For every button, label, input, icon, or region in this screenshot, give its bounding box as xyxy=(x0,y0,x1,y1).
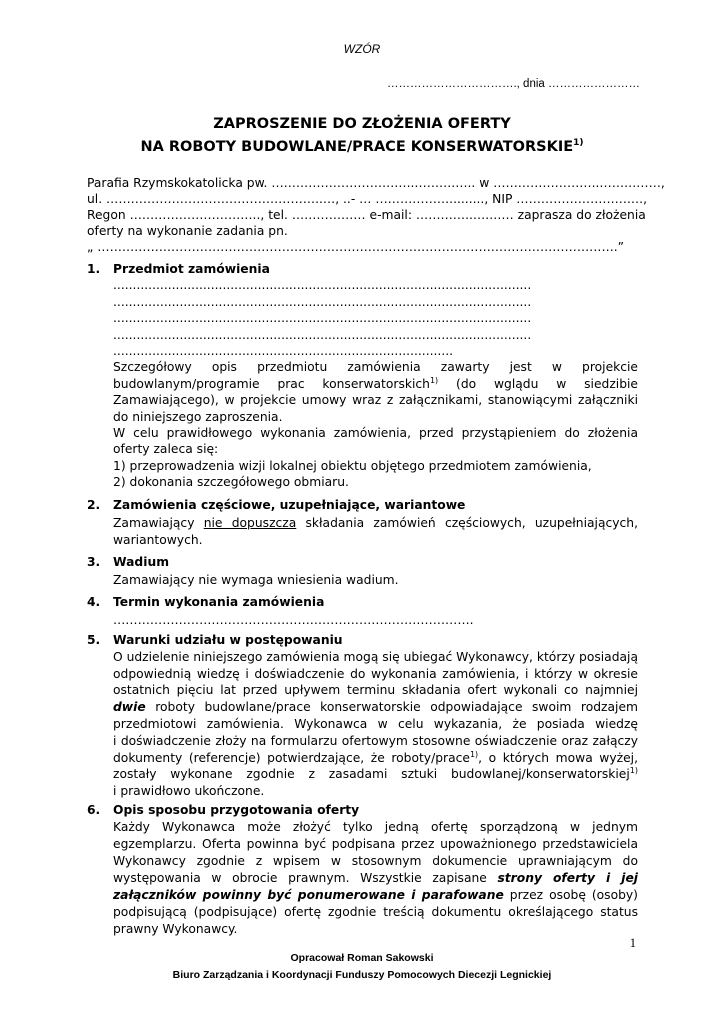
section-number: 4. xyxy=(87,595,101,609)
text-line xyxy=(113,836,638,853)
section-6 xyxy=(87,802,638,938)
text-segment: wariantowych. xyxy=(113,533,203,547)
text-segment: przez osobę (osoby) xyxy=(503,888,638,902)
emphasis-text: nie dopuszcza xyxy=(203,515,297,530)
text-segment: W celu prawidłowego wykonania zamówienia, przed przystąpieniem do złożenia xyxy=(113,426,638,441)
text-segment: ........................................................................................................... xyxy=(113,294,532,309)
text-line xyxy=(113,783,638,800)
text-segment: 2) dokonania szczegółowego obmiaru. xyxy=(113,475,349,490)
text-segment: oferty na wykonanie zadania pn. xyxy=(87,224,288,238)
text-segment: składania zamówień częściowych, uzupełniających, xyxy=(296,515,638,530)
text-segment: Parafia Rzymskokatolicka pw. ……………………………..……….….. w ……………………..……………, xyxy=(87,176,665,190)
text-line xyxy=(113,441,638,457)
text-segment: i doświadczenie złoży na formularzu ofertowym stosowne oświadczenie oraz załączy xyxy=(113,733,638,748)
text-segment: dokumenty (referencje) potwierdzające, że roboty/prace xyxy=(113,750,470,765)
text-segment: ....................................................................................... xyxy=(113,344,454,359)
text-line xyxy=(87,207,646,223)
place-date-line: ……………………………., dnia …………………… xyxy=(386,78,640,90)
section-4 xyxy=(87,594,638,629)
text-line xyxy=(113,376,638,392)
text-line xyxy=(113,532,638,550)
text-segment: do niniejszego zaproszenia. xyxy=(113,409,283,424)
text-line xyxy=(113,458,638,474)
text-segment: prawny Wykonawcy. xyxy=(113,922,238,936)
text-segment: egzemplarzu. Oferta powinna być podpisana przez upoważnionego przedstawiciela xyxy=(113,837,638,851)
text-segment: podpisującą (podpisujące) ofertę zgodnie treścią dokumentu określającego status xyxy=(113,905,638,919)
text-line xyxy=(87,239,638,255)
text-segment: Szczegółowy opis przedmiotu zamówienia zawarty jest w projekcie xyxy=(113,360,638,375)
text-line xyxy=(113,425,638,441)
text-segment: budowlanym/programie prac konserwatorskich xyxy=(113,376,430,391)
title-line-1: ZAPROSZENIE DO ZŁOŻENIA OFERTY xyxy=(213,116,511,132)
title-footnote: 1) xyxy=(573,137,584,148)
text-line xyxy=(113,409,638,425)
text-segment: odpowiednią wiedzę i doświadczenie do wykonania zamówienia, i którzy w okresie xyxy=(113,666,638,681)
section-5 xyxy=(87,632,638,800)
section-heading-text: Termin wykonania zamówienia xyxy=(113,595,325,609)
text-line xyxy=(113,699,638,716)
document-title xyxy=(0,115,724,156)
text-line xyxy=(113,733,638,750)
text-segment: ……………………………………………………………………………. xyxy=(113,612,474,627)
section-number: 5. xyxy=(87,633,101,647)
section-heading xyxy=(87,554,638,572)
text-line xyxy=(113,359,638,375)
text-segment: ........................................................................................................... xyxy=(113,327,532,342)
text-segment: oferty zaleca się: xyxy=(113,442,219,457)
text-line xyxy=(87,175,665,191)
text-segment: i prawidłowo ukończone. xyxy=(113,784,265,799)
text-line xyxy=(113,750,638,767)
text-segment: zostały wykonane zgodnie z zasadami sztuki budowlanej/konserwatorskiej xyxy=(113,767,630,782)
text-line xyxy=(113,612,638,630)
text-segment: O udzielenie niniejszego zamówienia mogą się ubiegać Wykonawcy, którzy posiadają xyxy=(113,649,638,664)
template-label: WZÓR xyxy=(343,42,381,56)
footer xyxy=(0,950,724,984)
text-line xyxy=(113,392,638,408)
text-line xyxy=(113,887,638,904)
intro-paragraph xyxy=(87,175,665,255)
text-segment: Regon ………………………….., tel. ……………… e-mail: …………..….…… zaprasza do złożenia xyxy=(87,208,646,222)
text-line xyxy=(113,515,638,533)
text-segment: (do wglądu w siedzibie xyxy=(438,376,638,391)
footnote-ref: 1) xyxy=(469,749,479,759)
emphasis-text: załączników powinny być ponumerowane i parafowane xyxy=(113,888,504,902)
section-heading xyxy=(87,497,638,515)
footer-office: Biuro Zarządzania i Koordynacji Funduszy Pomocowych Diecezji Legnickiej xyxy=(172,969,552,981)
footnote-ref: 1) xyxy=(429,375,439,385)
text-line xyxy=(113,870,638,887)
text-line xyxy=(113,766,638,783)
text-segment: ostatnich pięciu lat przed upływem terminu składania ofert wykonali co najmniej xyxy=(113,683,638,698)
section-heading xyxy=(87,632,638,649)
text-line xyxy=(113,682,638,699)
text-line xyxy=(113,904,638,921)
text-segment: Zamawiający nie wymaga wniesienia wadium. xyxy=(113,572,399,587)
text-segment: ........................................................................................................... xyxy=(113,311,532,326)
text-line xyxy=(113,716,638,733)
text-line xyxy=(113,474,638,490)
text-segment: ul. ……………………………………………..…, ..- … ………………........., NIP ……………………….…, xyxy=(87,192,648,206)
text-segment: 1) przeprowadzenia wizji lokalnej obiektu objętego przedmiotem zamówienia, xyxy=(113,458,592,473)
text-line xyxy=(113,572,638,590)
text-line xyxy=(87,191,648,207)
text-line xyxy=(113,327,638,343)
section-number: 1. xyxy=(87,262,101,276)
text-line xyxy=(113,310,638,326)
text-segment: występowania w obrocie prawnym. Wszystkie zapisane xyxy=(113,871,498,885)
section-heading-text: Wadium xyxy=(113,555,170,569)
section-3 xyxy=(87,554,638,589)
emphasis-text: strony oferty i jej xyxy=(497,871,639,885)
section-heading-text: Warunki udziału w postępowaniu xyxy=(113,633,343,647)
section-number: 2. xyxy=(87,498,101,512)
text-segment: roboty budowlane/prace konserwatorskie odpowiadające swoim rodzajem xyxy=(145,700,638,715)
section-heading xyxy=(87,594,638,612)
text-segment: Każdy Wykonawca może złożyć tylko jedną ofertę sporządzoną w jednym xyxy=(113,820,638,834)
title-line-2 xyxy=(0,134,724,156)
text-line xyxy=(113,343,638,359)
text-line xyxy=(87,223,638,239)
text-line xyxy=(113,921,638,938)
section-heading-text: Zamówienia częściowe, uzupełniające, wariantowe xyxy=(113,498,466,512)
text-segment: , o których mowa wyżej, xyxy=(478,750,638,765)
section-1 xyxy=(87,261,638,491)
text-line xyxy=(113,649,638,666)
text-line xyxy=(113,277,638,293)
page-number: 1 xyxy=(629,936,636,950)
text-segment: przedmiotowi zamówienia. Wykonawca w celu wykazania, że posiada wiedzę xyxy=(113,716,638,731)
section-heading-text: Opis sposobu przygotowania oferty xyxy=(113,803,360,817)
section-heading xyxy=(87,261,638,277)
footer-author: Opracował Roman Sakowski xyxy=(290,952,434,964)
emphasis-text: dwie xyxy=(113,700,146,715)
section-number: 6. xyxy=(87,803,101,817)
text-line xyxy=(113,819,638,836)
section-heading xyxy=(87,802,638,819)
text-segment: Zamawiający xyxy=(113,515,204,530)
title-line-2-text: NA ROBOTY BUDOWLANE/PRACE KONSERWATORSKIE xyxy=(140,138,574,155)
footnote-ref: 1) xyxy=(629,766,638,776)
section-2 xyxy=(87,497,638,550)
text-line xyxy=(113,666,638,683)
text-line xyxy=(113,853,638,870)
text-line xyxy=(113,294,638,310)
text-segment: „ ……………………………………………………………………………………………………………….” xyxy=(87,240,625,254)
section-heading-text: Przedmiot zamówienia xyxy=(113,262,270,276)
text-segment: Wykonawcy zgodnie z wpisem w stosownym dokumencie uprawniającym do xyxy=(113,854,638,868)
text-segment: ........................................................................................................... xyxy=(113,278,532,293)
text-segment: Zamawiającego), w projekcie umowy wraz z załącznikami, stanowiącymi załączniki xyxy=(113,393,638,408)
section-number: 3. xyxy=(87,555,101,569)
